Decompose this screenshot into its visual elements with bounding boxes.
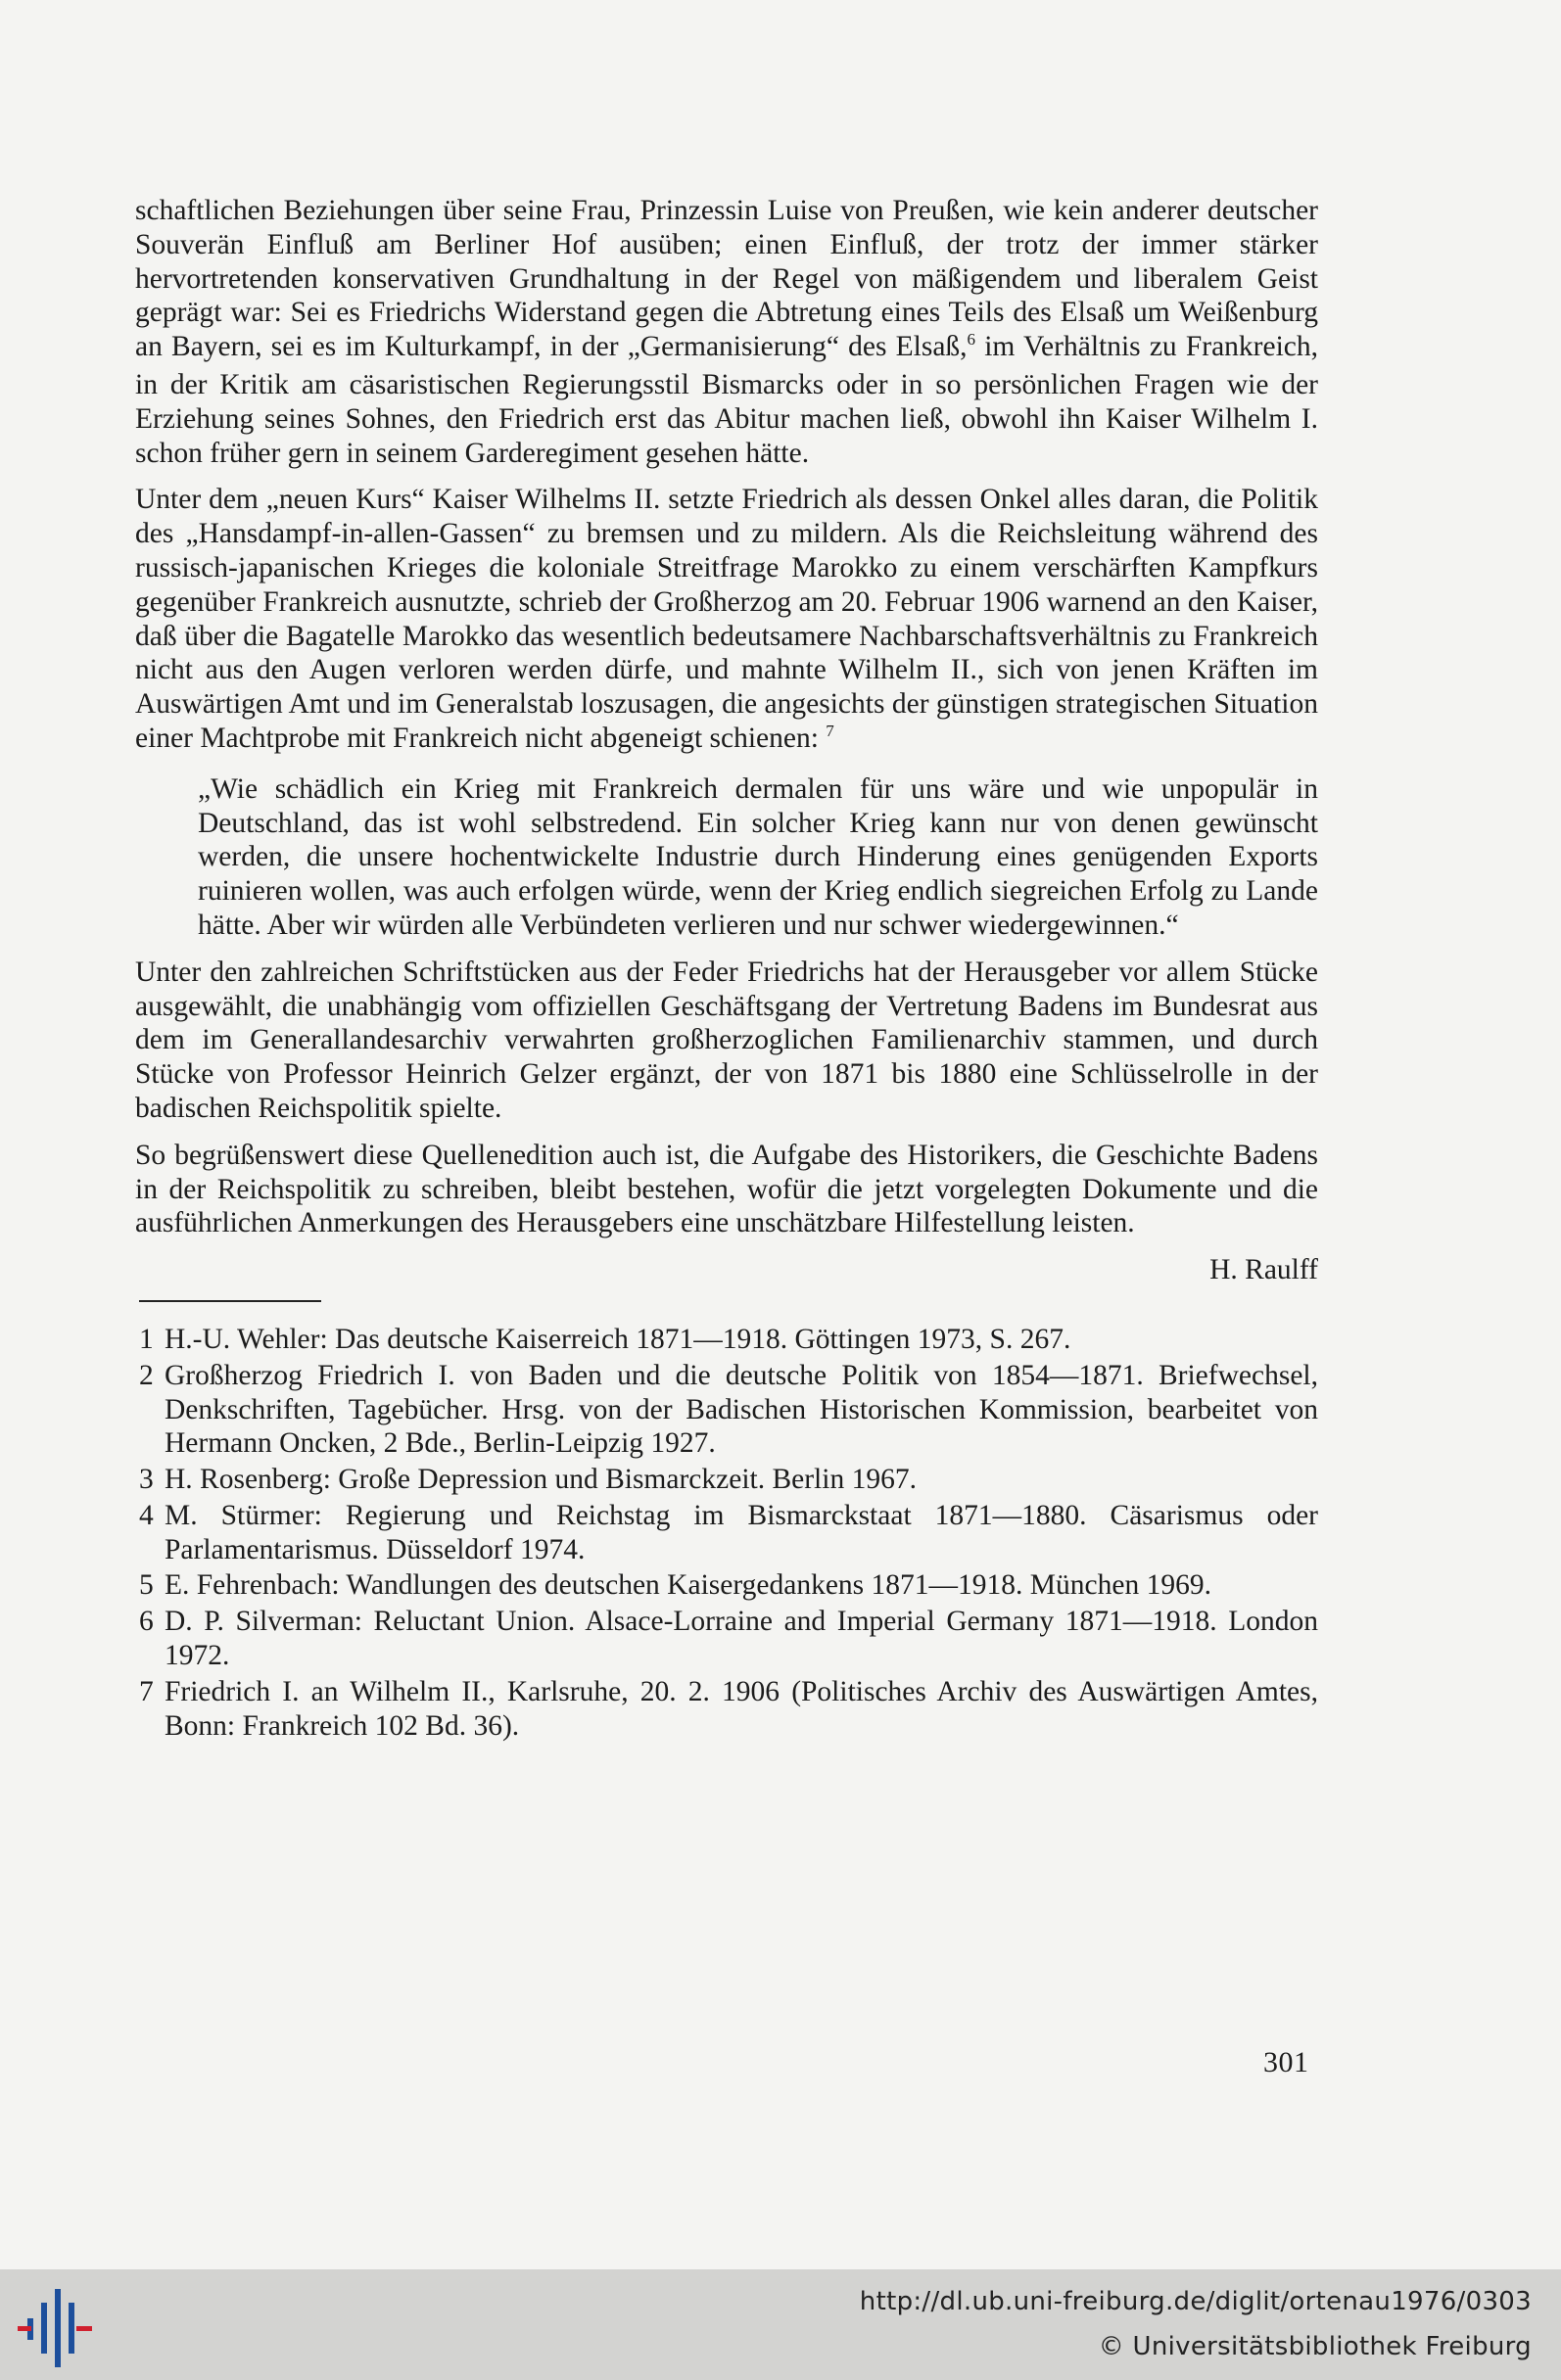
footnote-text: M. Stürmer: Regierung und Reichstag im Bismarckstaat 1871—1880. Cäsarismus oder Parlamentarismus. Düsseldorf 1974. bbox=[165, 1499, 1318, 1565]
footnote-item bbox=[135, 1323, 1318, 1357]
footnote-text: Großherzog Friedrich I. von Baden und die deutsche Politik von 1854—1871. Briefwechsel, Denkschriften, Tagebücher. Hrsg. von der Badischen Historischen Kommission, bearbeitet von Hermann Oncken, 2 Bde., Berlin-Leipzig 1927. bbox=[165, 1359, 1318, 1460]
footnote-divider bbox=[139, 1300, 321, 1302]
paragraph-1-text: schaftlichen Beziehungen über seine Frau, Prinzessin Luise von Preußen, wie kein anderer deutscher Souverän Einfluß am Berliner Hof ausüben; einen Einfluß, der trotz der immer stärker hervortretenden konservativen Grundhaltung in der Regel von mäßigendem und liberalem Geist geprägt war: Sei es Friedrichs Widerstand gegen die Abtretung eines Teils des Elsaß um Weißenburg an Bayern, sei es im Kulturkampf, in der „Germanisierung“ des Elsaß, bbox=[135, 195, 1318, 363]
footnote-text: E. Fehrenbach: Wandlungen des deutschen Kaisergedankens 1871—1918. München 1969. bbox=[165, 1569, 1211, 1602]
footnote-item bbox=[135, 1605, 1318, 1673]
footnote-number: 2 bbox=[139, 1359, 154, 1391]
footnote-item bbox=[135, 1359, 1318, 1461]
block-quote: „Wie schädlich ein Krieg mit Frankreich dermalen für uns wäre und wie unpopulär in Deutschland, das ist wohl selbstredend. Ein solcher Krieg kann nur von denen gewünscht werden, die unsere hochentwickelte Industrie durch Hinderung eines genügenden Exports ruinieren wollen, was auch erfolgen würde, wenn der Krieg endlich siegreichen Erfolg zu Lande hätte. Aber wir würden alle Verbündeten verlieren und nur schwer wiedergewinnen.“ bbox=[198, 772, 1318, 941]
paragraph-4: So begrüßenswert diese Quellenedition auch ist, die Aufgabe des Historikers, die Geschichte Badens in der Reichspolitik zu schreiben, bleibt bestehen, wofür die jetzt vorgelegten Dokumente und die ausführlichen Anmerkungen des Herausgebers eine unschätzbare Hilfestellung leisten. bbox=[135, 1139, 1318, 1239]
footnote-item bbox=[135, 1463, 1318, 1497]
copyright-notice: © Universitätsbibliothek Freiburg bbox=[1098, 2332, 1532, 2361]
paragraph-1-continued: im Verhältnis zu Frankreich, in der Kritik am cäsaristischen Regierungsstil Bismarcks oder in so persönlichen Fragen wie der Erziehung seines Sohnes, den Friedrich erst das Abitur machen ließ, obwohl ihn Kaiser Wilhelm I. schon früher gern in seinem Garderegiment gesehen hätte. bbox=[135, 331, 1318, 469]
page-number: 301 bbox=[1263, 2046, 1309, 2078]
paragraph-3: Unter den zahlreichen Schriftstücken aus der Feder Friedrichs hat der Herausgeber vor allem Stücke ausgewählt, die unabhängig vom offiziellen Geschäftsgang der Vertretung Badens im Bundesrat aus dem im Generallandesarchiv verwahrten großherzoglichen Familienarchiv stammen, und durch Stücke von Professor Heinrich Gelzer ergänzt, der von 1871 bis 1880 eine Schlüsselrolle in der badischen Reichspolitik spielte. bbox=[135, 956, 1318, 1124]
footnote-number: 6 bbox=[139, 1606, 154, 1638]
footnote-number: 4 bbox=[139, 1499, 154, 1531]
footnote-text: D. P. Silverman: Reluctant Union. Alsace-Lorraine and Imperial Germany 1871—1918. London 1972. bbox=[165, 1606, 1318, 1672]
paragraph-1 bbox=[135, 194, 1318, 470]
footnote-text: H.-U. Wehler: Das deutsche Kaiserreich 1871—1918. Göttingen 1973, S. 267. bbox=[165, 1323, 1071, 1355]
footnote-number: 5 bbox=[139, 1569, 154, 1602]
ub-freiburg-logo-icon bbox=[18, 2281, 96, 2369]
footnote-number: 1 bbox=[139, 1323, 154, 1355]
footnote-item bbox=[135, 1675, 1318, 1744]
paragraph-2-text: Unter dem „neuen Kurs“ Kaiser Wilhelms II. setzte Friedrich als dessen Onkel alles daran, die Politik des „Hansdampf-in-allen-Gassen“ zu bremsen und zu mildern. Als die Reichsleitung während des russisch-japanischen Krieges die koloniale Streitfrage Marokko zu einem verschärften Kampfkurs gegenüber Frankreich ausnutzte, schrieb der Großherzog am 20. Februar 1906 warnend an den Kaiser, daß über die Bagatelle Marokko das wesentlich bedeutsamere Nachbarschaftsverhältnis zu Frankreich nicht aus den Augen verloren werden dürfe, und mahnte Wilhelm II., sich von jenen Kräften im Auswärtigen Amt und im Generalstab loszusagen, die angesichts der günstigen strategischen Situation einer Machtprobe mit Frankreich nicht abgeneigt schienen: bbox=[135, 484, 1318, 754]
footnote-item bbox=[135, 1568, 1318, 1603]
paragraph-2 bbox=[135, 483, 1318, 759]
footnote-ref-6: 6 bbox=[967, 330, 976, 350]
footnotes-list bbox=[135, 1323, 1318, 1744]
document-url-link[interactable]: http://dl.ub.uni-freiburg.de/diglit/ortenau1976/0303 bbox=[859, 2287, 1532, 2316]
footnote-ref-7: 7 bbox=[826, 721, 834, 740]
footer-bar bbox=[0, 2269, 1561, 2380]
article-body bbox=[135, 194, 1318, 1745]
footnote-text: H. Rosenberg: Große Depression und Bismarckzeit. Berlin 1967. bbox=[165, 1464, 917, 1496]
footnote-text: Friedrich I. an Wilhelm II., Karlsruhe, 20. 2. 1906 (Politisches Archiv des Auswärtigen Amtes, Bonn: Frankreich 102 Bd. 36). bbox=[165, 1675, 1318, 1742]
footnote-number: 3 bbox=[139, 1464, 154, 1496]
footnote-number: 7 bbox=[139, 1675, 154, 1707]
author-signature: H. Raulff bbox=[1209, 1254, 1318, 1286]
footnote-item bbox=[135, 1499, 1318, 1567]
